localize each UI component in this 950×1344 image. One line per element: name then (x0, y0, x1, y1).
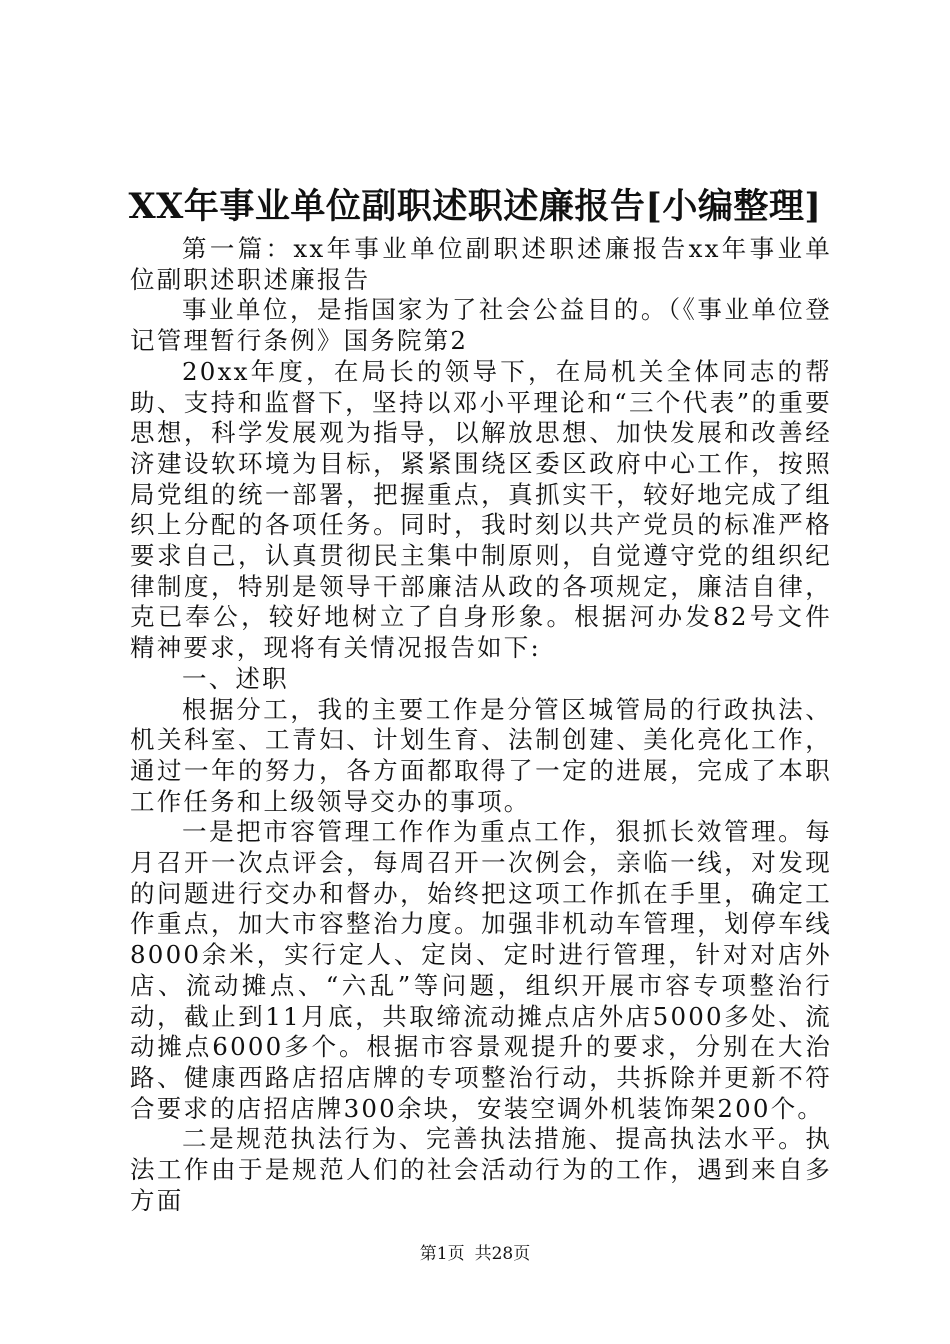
paragraph: 20xx年度，在局长的领导下，在局机关全体同志的帮助、支持和监督下，坚持以邓小平理论和“三个代表”的重要思想，科学发展观为指导，以解放思想、加快发展和改善经济建设软环境为目标，紧紧围绕区委区政府中心工作，按照局党组的统一部署，把握重点，真抓实干，较好地完成了组织上分配的各项任务。同时，我时刻以共产党员的标准严格要求自己，认真贯彻民主集中制原则，自觉遵守党的组织纪律制度，特别是领导干部廉洁从政的各项规定，廉洁自律，克已奉公，较好地树立了自身形象。根据河办发82号文件精神要求，现将有关情况报告如下: (130, 356, 832, 663)
section-heading: 一、述职 (182, 663, 289, 693)
paragraph: 第一篇：xx年事业单位副职述职述廉报告xx年事业单位副职述职述廉报告 (130, 234, 832, 294)
paragraph: 根据分工，我的主要工作是分管区城管局的行政执法、机关科室、工青妇、计划生育、法制创建、美化亮化工作，通过一年的努力，各方面都取得了一定的进展，完成了本职工作任务和上级领导交办的事项。 (130, 694, 832, 816)
page-footer (0, 1243, 950, 1265)
document-title: XX年事业单位副职述职述廉报告[小编整理] (128, 186, 822, 227)
document-body (130, 234, 832, 1217)
paragraph: 一是把市容管理工作作为重点工作，狠抓长效管理。每月召开一次点评会，每周召开一次例会，亲临一线，对发现的问题进行交办和督办，始终把这项工作抓在手里，确定工作重点，加大市容整治力度。加强非机动车管理，划停车线8000余米，实行定人、定岗、定时进行管理，针对对店外店、流动摊点、“六乱”等问题，组织开展市容专项整治行动，截止到11月底，共取缔流动摊点店外店5000多处、流动摊点6000多个。根据市容景观提升的要求，分别在大治路、健康西路店招店牌的专项整治行动，共拆除并更新不符合要求的店招店牌300余块，安装空调外机装饰架200个。 (130, 817, 832, 1123)
page-number: 第1页 (419, 1244, 465, 1264)
page-total: 共28页 (474, 1244, 531, 1264)
paragraph: 二是规范执法行为、完善执法措施、提高执法水平。执法工作由于是规范人们的社会活动行为的工作，遇到来自多方面 (130, 1124, 832, 1215)
paragraph: 事业单位，是指国家为了社会公益目的。（《事业单位登记管理暂行条例》国务院第2 (130, 295, 832, 356)
